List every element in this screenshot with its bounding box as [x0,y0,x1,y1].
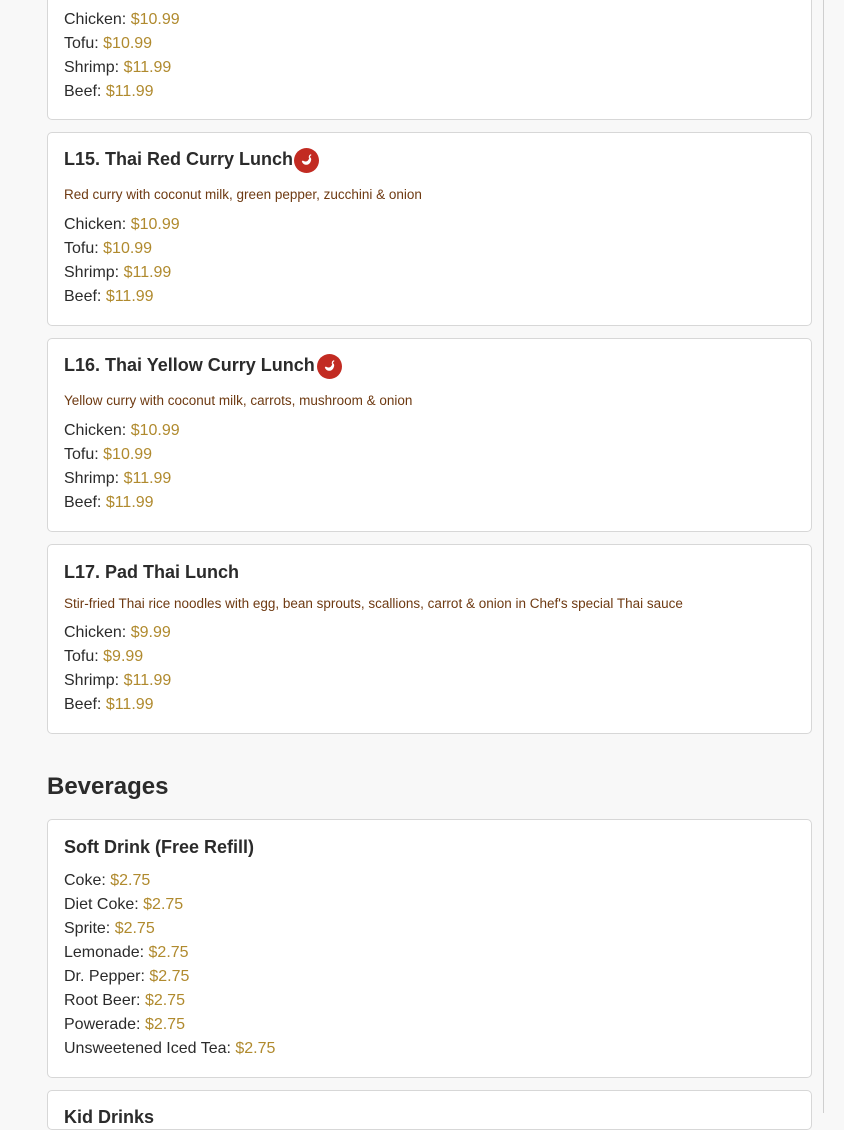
menu-item-title: L17. Pad Thai Lunch [64,562,240,582]
price-row [64,443,180,467]
price-label: Shrimp: [64,672,124,689]
price-row [64,965,275,989]
price-list [64,621,171,717]
price-value: $11.99 [123,672,172,689]
chili-pepper-icon [317,354,342,379]
menu-item-card [47,1090,812,1130]
price-label: Lemonade: [64,944,149,961]
price-value: $9.99 [130,624,171,641]
price-row [64,869,275,893]
price-label: Sprite: [64,920,115,937]
price-row [64,1013,275,1037]
price-label: Shrimp: [64,264,124,281]
price-label: Beef: [64,288,106,305]
price-value: $11.99 [105,83,154,100]
price-value: $2.75 [143,896,184,913]
menu-item-description: Yellow curry with coconut milk, carrots, mushroom & onion [64,393,413,408]
price-value: $2.75 [144,1016,185,1033]
price-value: $2.75 [110,872,151,889]
price-value: $2.75 [148,944,189,961]
price-label: Chicken: [64,216,131,233]
price-value: $11.99 [123,264,172,281]
menu-item-card [47,132,812,326]
price-row [64,32,180,56]
price-row [64,941,275,965]
price-value: $11.99 [105,494,154,511]
price-row [64,213,180,237]
price-row [64,989,275,1013]
price-label: Dr. Pepper: [64,968,150,985]
menu-item-title: L16. Thai Yellow Curry Lunch [64,355,315,375]
price-label: Powerade: [64,1016,145,1033]
price-value: $11.99 [123,470,172,487]
price-row [64,1037,275,1061]
menu-item-description: Stir-fried Thai rice noodles with egg, bean sprouts, scallions, carrot & onion in Chef's special Thai sauce [64,596,683,611]
menu-item-title: L15. Thai Red Curry Lunch [64,149,294,169]
price-value: $10.99 [103,446,153,463]
price-row [64,56,180,80]
menu-item-description: Red curry with coconut milk, green pepper, zucchini & onion [64,187,422,202]
price-label: Coke: [64,872,111,889]
price-row [64,491,180,515]
price-row [64,8,180,32]
price-value: $2.75 [114,920,155,937]
price-row [64,467,180,491]
price-label: Tofu: [64,240,104,257]
price-label: Tofu: [64,446,104,463]
price-value: $10.99 [130,216,180,233]
price-value: $11.99 [123,59,172,76]
price-label: Chicken: [64,11,131,28]
price-label: Chicken: [64,624,131,641]
menu-item-card [47,819,812,1078]
price-value: $10.99 [130,11,180,28]
menu-item-title: Soft Drink (Free Refill) [64,837,255,857]
price-row [64,693,171,717]
chili-pepper-icon [294,148,319,173]
price-row [64,419,180,443]
price-value: $2.75 [144,992,185,1009]
price-value: $11.99 [105,696,154,713]
price-row [64,237,180,261]
price-row [64,917,275,941]
price-label: Shrimp: [64,470,124,487]
price-label: Unsweetened Iced Tea: [64,1040,236,1057]
price-list [64,213,180,309]
price-row [64,285,180,309]
price-list [64,869,275,1061]
price-label: Diet Coke: [64,896,144,913]
section-title-beverages: Beverages [47,773,169,800]
price-value: $10.99 [103,35,153,52]
price-list [64,8,180,104]
price-label: Tofu: [64,648,104,665]
price-label: Shrimp: [64,59,124,76]
price-list [64,419,180,515]
price-row [64,669,171,693]
price-row [64,645,171,669]
price-row [64,621,171,645]
menu-item-card [47,544,812,734]
price-label: Beef: [64,696,106,713]
menu-item-title: Kid Drinks [64,1107,155,1127]
price-label: Chicken: [64,422,131,439]
price-value: $10.99 [103,240,153,257]
price-value: $11.99 [105,288,154,305]
price-value: $9.99 [103,648,144,665]
menu-item-card [47,0,812,120]
price-value: $10.99 [130,422,180,439]
price-label: Beef: [64,494,106,511]
price-row [64,261,180,285]
price-label: Beef: [64,83,106,100]
price-row [64,80,180,104]
price-label: Root Beer: [64,992,145,1009]
price-label: Tofu: [64,35,104,52]
price-row [64,893,275,917]
price-value: $2.75 [149,968,190,985]
price-value: $2.75 [235,1040,276,1057]
menu-item-card [47,338,812,532]
